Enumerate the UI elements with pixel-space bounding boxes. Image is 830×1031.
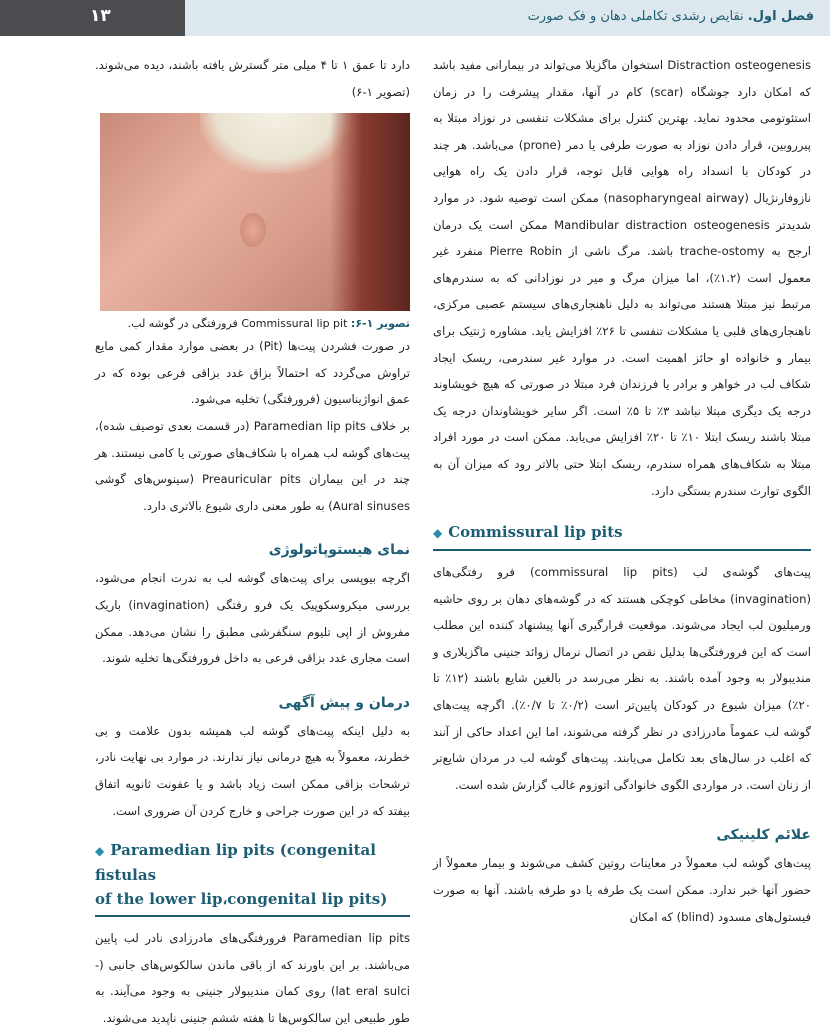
- chapter-heading: [528, 9, 814, 24]
- diamond-icon: ◆: [433, 526, 443, 541]
- section-paramedian-heading: [95, 838, 410, 917]
- figure-pit: [240, 213, 266, 247]
- paragraph-depth: دارد تا عمق ۱ تا ۴ میلی متر گسترش یافته باشند، دیده می‌شوند. (تصویر ۱-۶): [95, 58, 410, 99]
- diamond-icon: ◆: [95, 844, 105, 859]
- caption-label: تصویر ۱-۶:: [350, 317, 410, 331]
- header-light-band: [185, 0, 830, 36]
- section-paramedian-line1: Paramedian lip pits (congenital fistulas: [95, 841, 376, 885]
- section-commissural-title: Commissural lip pits: [448, 523, 623, 542]
- section-rule: [433, 549, 811, 551]
- paragraph-clinical: پیت‌های گوشه لب معمولاً در معاینات روتین کشف می‌شوند و بیمار معمولاً از حضور آنها خبر ندارد. ممکن است یک طرفه یا دو طرفه باشند. آنها به صورت فیستول‌های مسدود (blind) که امکان: [433, 856, 811, 924]
- paragraph-commissural: پیت‌های گوشه‌ی لب (commissural lip pits) فرو رفتگی‌های (invagination) مخاطی کوچکی هستند که در گوشه‌های دهان بر روی حاشیه ورمیلیون لب ایجاد می‌شوند. موقعیت قرارگیری آنها پیشنهاد کننده این مطلب است که این فرورفتگی‌ها بدلیل نقص در اتصال نرمال زوائد جنینی ماگزیلاری و مندیبولار به وجود آمده باشند. به نظر می‌رسد در بالغین شایع باشند (۱۲٪ تا ۲۰٪) میزان شیوع در کودکان پایین‌تر است (۰/۲٪ تا ۰/۷٪). اگرچه پیت‌های گوشه لب عموماً مادرزادی در نظر گرفته می‌شوند، اما این اعداد حاکی از آنند که اغلب در سال‌های بعد تکامل می‌یابند. پیت‌های گوشه لب در مردان شایع‌تر از زنان است. در مواردی الگوی خانوادگی اتوزوم غالب گزارش شده است.: [433, 565, 812, 792]
- figure-caption: [95, 315, 410, 333]
- figure-shadow: [330, 113, 410, 311]
- paragraph-treatment: به دلیل اینکه پیت‌های گوشه لب همیشه بدون علامت و بی خطرند، معمولاً به هیچ درمانی نیاز ندارند. در موارد بی نهایت نادر، ترشحات بزاقی ممکن است زیاد باشد و یا عفونت ثانویه اتفاق بیفتد که در این صورت جراحی و خارج کردن آن ضروری است.: [95, 723, 410, 818]
- paragraph-paramedian: Paramedian lip pits فرورفتگی‌های مادرزادی نادر لب پایین می‌باشند. بر این باورند که از باقی ماندن سالکوس‌های جانبی (-lat eral sulci) روی کمان مندیبولار جنینی به وجود می‌آیند. به طور طبیعی این سالکوس‌ها تا هفته ششم جنینی ناپدید می‌شوند.: [95, 931, 411, 1025]
- chapter-title: نقایص رشدی تکاملی دهان و فک صورت: [527, 9, 744, 24]
- figure-teeth: [200, 113, 350, 173]
- left-column: [95, 52, 410, 1031]
- section-commissural-heading: [433, 520, 811, 551]
- figure-commissural-lip-pit: [100, 113, 410, 311]
- section-rule: [95, 915, 410, 917]
- section-clinical-title: علائم کلینیکی: [716, 827, 811, 844]
- paragraph-histo: اگرچه بیوپسی برای پیت‌های گوشه لب به ندرت انجام می‌شود، بررسی میکروسکوپیک یک فرو رفتگی (invagination) باریک مفروش از اپی تلیوم سنگفرشی مطبق را نشان می‌دهد. ممکن است مجاری غدد بزاقی فرعی به داخل فرورفتگی‌ها تخلیه شوند.: [95, 571, 411, 666]
- section-paramedian-line2: of the lower lip،congenital lip pits): [95, 890, 388, 909]
- header-dark-band: [0, 0, 185, 36]
- right-column: [433, 52, 811, 930]
- page-number: ۱۳: [90, 6, 111, 26]
- caption-en: Commissural lip pit: [241, 317, 348, 331]
- paragraph-paramedian-contrast: بر خلاف Paramedian lip pits (در قسمت بعدی توصیف شده)، پیت‌های گوشه لب همراه با شکاف‌های صورتی یا کامی نیستند. هر چند در این بیماران Preauricular pits (سینوس‌های گوشی Aural sinuses) به طور معنی داری شیوع بالاتری دارد.: [95, 418, 411, 513]
- page-header: [0, 0, 830, 36]
- paragraph-distraction: Distraction osteogenesis استخوان ماگزیلا می‌تواند در بیمارانی مفید باشد که امکان دارد جوشگاه (scar) کام در آنها، مقدار پیشرفت را در زمان استئوتومی محدود نماید. بهترین کنترل برای مشکلات تنفسی در نوزاد مبتلا به پیرروبین، قرار دادن نوزاد به صورت طرفی یا دمر (prone) می‌باشد. هر چند در کودکان با انسداد راه هوایی قابل توجه، قرار دادن یک راه هوایی نازوفارنژیال (nasopharyngeal airway) ممکن است توصیه شود. در موارد شدیدتر Mandibular distraction osteogenesis ممکن است یک درمان ارجح به trache-ostomy باشد. مرگ ناشی از Pierre Robin منفرد غیر معمول است (۱.۲٪)، اما میزان مرگ و میر در نوزادانی که به سندرم‌های مرتبط نیز مبتلا هستند می‌تواند به دلیل ناهنجاری‌های سیستم عصبی مرکزی، ناهنجاری‌های قلبی یا مشکلات تنفسی تا ۲۶٪ افزایش یابد. مشاوره ژنتیک برای بیمار و خانواده او حائز اهمیت است. در موارد غیر سندرمی، ریسک ایجاد شکاف لب در خواهر و برادر یا فرزندان فرد مبتلا در صورتی که هیچ خویشاوند درجه یک دیگری مبتلا نباشد ۳٪ تا ۵٪ است. اگر سایر خویشاوندان درجه یک مبتلا باشند ریسک ابتلا ۱۰٪ تا ۲۰٪ افزایش می‌یابد. ممکن است در مورد افراد مبتلا به شکاف‌های همراه سندرم، ریسک ابتلا حتی بالاتر رود که میزان آن به الگوی توارث سندرم بستگی دارد.: [433, 58, 812, 498]
- caption-text: فرورفتگی در گوشه لب.: [127, 317, 238, 331]
- chapter-label: فصل اول.: [747, 9, 814, 24]
- section-treatment-title: درمان و پیش آگهی: [278, 694, 410, 711]
- section-histo-title: نمای هیستوپاتولوژی: [268, 542, 410, 559]
- paragraph-pit: در صورت فشردن پیت‌ها (Pit) در بعضی موارد مقدار کمی مایع تراوش می‌گردد که احتمالاً بزاق غدد بزاقی فرعی بوده که در عمق انواژیناسیون (فرورفتگی) تخلیه می‌شود.: [95, 339, 410, 407]
